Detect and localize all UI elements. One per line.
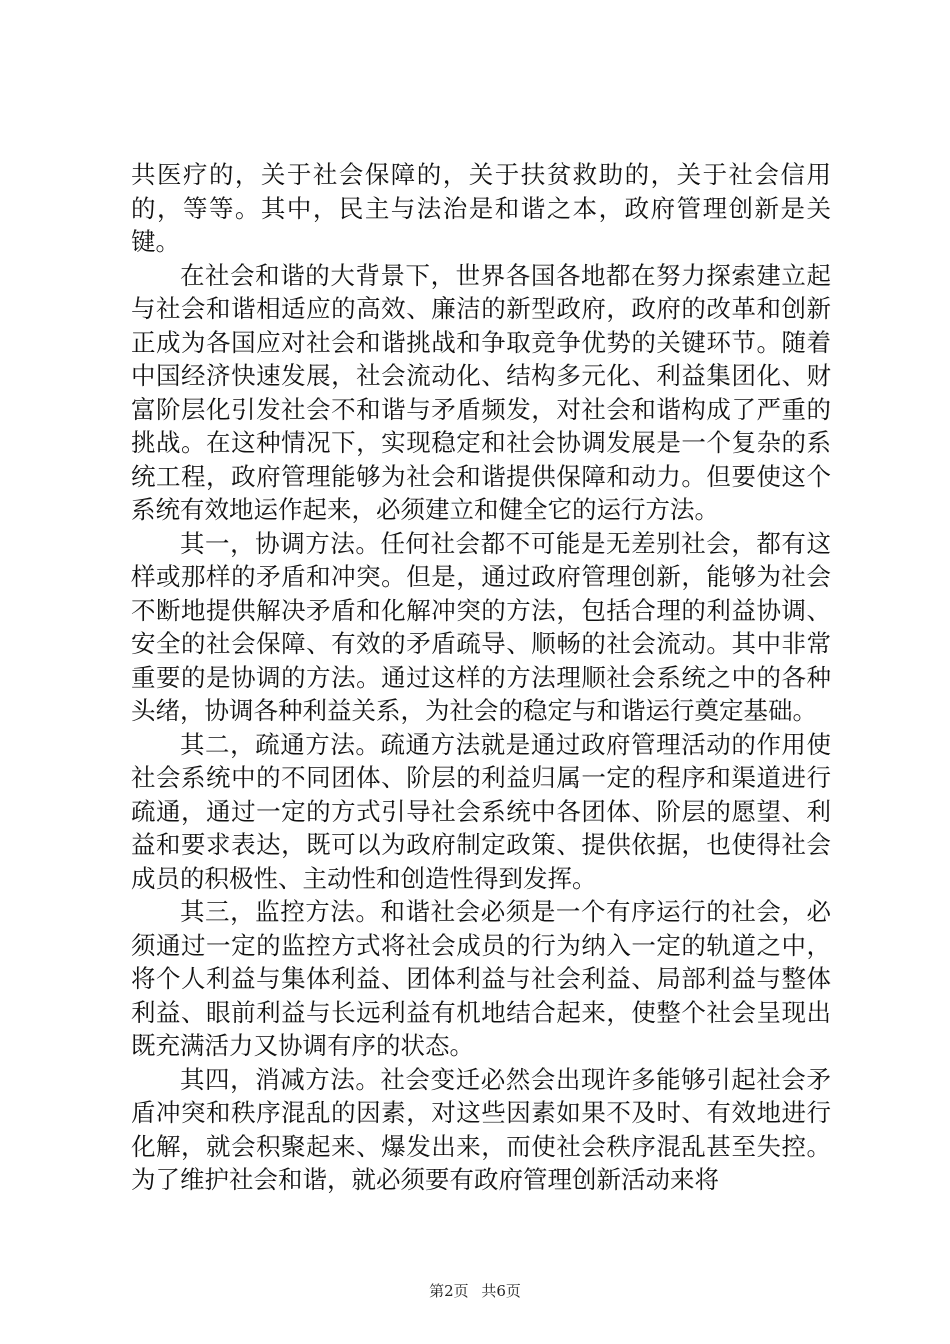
document-body	[131, 158, 831, 1197]
paragraph-5: 其三，监控方法。和谐社会必须是一个有序运行的社会，必须通过一定的监控方式将社会成员的行为纳入一定的轨道之中，将个人利益与集体利益、团体利益与社会利益、局部利益与整体利益、眼前利益与长远利益有机地结合起来，使整个社会呈现出既充满活力又协调有序的状态。	[131, 897, 831, 1060]
paragraph-6: 其四，消减方法。社会变迁必然会出现许多能够引起社会矛盾冲突和秩序混乱的因素，对这些因素如果不及时、有效地进行化解，就会积聚起来、爆发出来，而使社会秩序混乱甚至失控。为了维护社会和谐，就必须要有政府管理创新活动来将	[131, 1064, 831, 1194]
paragraph-4: 其二，疏通方法。疏通方法就是通过政府管理活动的作用使社会系统中的不同团体、阶层的利益归属一定的程序和渠道进行疏通，通过一定的方式引导社会系统中各团体、阶层的愿望、利益和要求表达，既可以为政府制定政策、提供依据，也使得社会成员的积极性、主动性和创造性得到发挥。	[131, 729, 831, 893]
paragraph-3: 其一，协调方法。任何社会都不可能是无差别社会，都有这样或那样的矛盾和冲突。但是，通过政府管理创新，能够为社会不断地提供解决矛盾和化解冲突的方法，包括合理的利益协调、安全的社会保障、有效的矛盾疏导、顺畅的社会流动。其中非常重要的是协调的方法。通过这样的方法理顺社会系统之中的各种头绪，协调各种利益关系，为社会的稳定与和谐运行奠定基础。	[131, 528, 831, 725]
total-pages: 共6页	[481, 1282, 521, 1300]
page-footer	[0, 1280, 950, 1301]
page-number: 第2页	[429, 1282, 469, 1300]
paragraph-1: 共医疗的，关于社会保障的，关于扶贫救助的，关于社会信用的，等等。其中，民主与法治是和谐之本，政府管理创新是关键。	[131, 160, 831, 256]
paragraph-2: 在社会和谐的大背景下，世界各国各地都在努力探索建立起与社会和谐相适应的高效、廉洁的新型政府，政府的改革和创新正成为各国应对社会和谐挑战和争取竞争优势的关键环节。随着中国经济快速发展，社会流动化、结构多元化、利益集团化、财富阶层化引发社会不和谐与矛盾频发，对社会和谐构成了严重的挑战。在这种情况下，实现稳定和社会协调发展是一个复杂的系统工程，政府管理能够为社会和谐提供保障和动力。但要使这个系统有效地运作起来，必须建立和健全它的运行方法。	[131, 260, 831, 524]
